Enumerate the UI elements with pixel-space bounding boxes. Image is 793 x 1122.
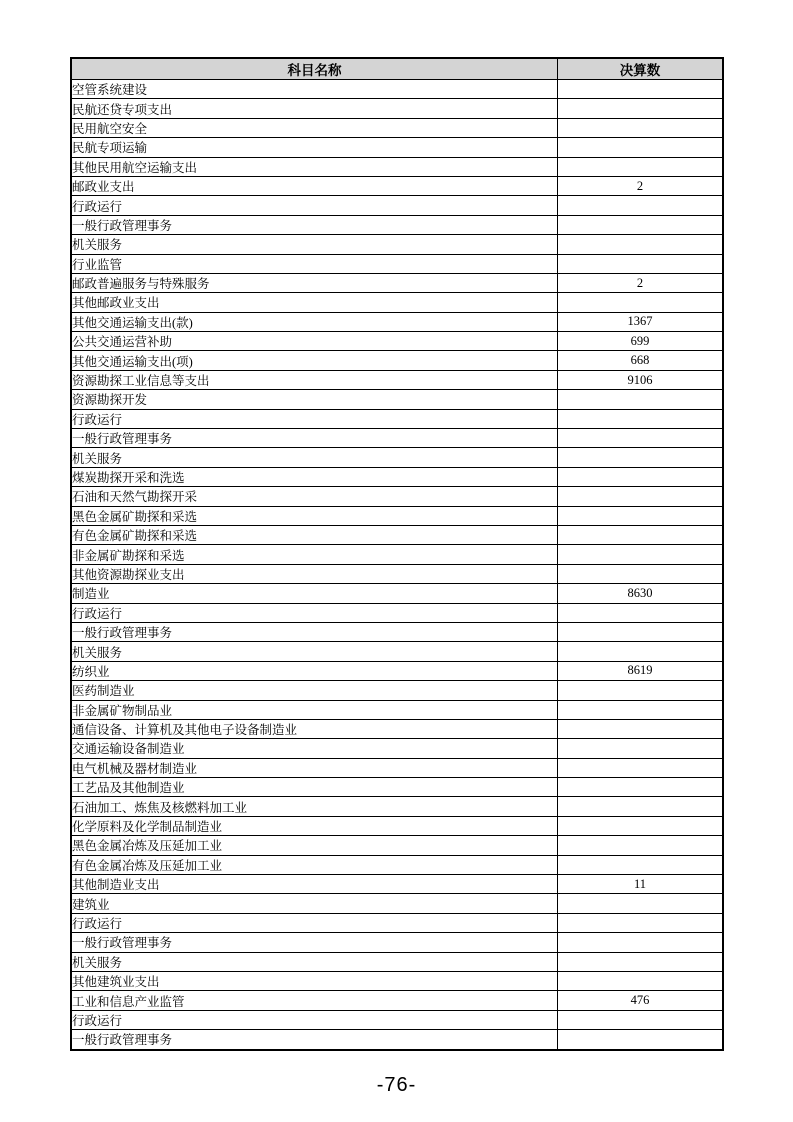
table-row bbox=[71, 293, 723, 312]
table-row bbox=[71, 991, 723, 1010]
final-amount-cell bbox=[558, 603, 724, 622]
final-amount-cell bbox=[558, 118, 724, 137]
page-number: -76- bbox=[376, 1074, 417, 1096]
final-amount-cell: 668 bbox=[558, 351, 724, 370]
table-row bbox=[71, 952, 723, 971]
table-row bbox=[71, 797, 723, 816]
table-row bbox=[71, 700, 723, 719]
table-row bbox=[71, 894, 723, 913]
subject-name-cell: 其他交通运输支出(款) bbox=[71, 312, 558, 331]
final-amount-cell bbox=[558, 681, 724, 700]
subject-name-cell: 煤炭勘探开采和洗选 bbox=[71, 467, 558, 486]
final-amount-cell bbox=[558, 564, 724, 583]
final-amount-cell bbox=[558, 157, 724, 176]
final-amount-cell bbox=[558, 429, 724, 448]
final-amount-cell bbox=[558, 467, 724, 486]
subject-name-cell: 工艺品及其他制造业 bbox=[71, 778, 558, 797]
table-row bbox=[71, 816, 723, 835]
table-row bbox=[71, 933, 723, 952]
table-row bbox=[71, 661, 723, 680]
table-body bbox=[71, 80, 723, 1050]
final-amount-cell bbox=[558, 913, 724, 932]
subject-name-cell: 化学原料及化学制品制造业 bbox=[71, 816, 558, 835]
final-amount-cell bbox=[558, 215, 724, 234]
subject-name-cell: 民航专项运输 bbox=[71, 138, 558, 157]
table-row bbox=[71, 157, 723, 176]
subject-name-cell: 机关服务 bbox=[71, 952, 558, 971]
final-amount-cell: 2 bbox=[558, 273, 724, 292]
subject-name-cell: 交通运输设备制造业 bbox=[71, 739, 558, 758]
subject-name-cell: 其他交通运输支出(项) bbox=[71, 351, 558, 370]
final-amount-cell bbox=[558, 836, 724, 855]
final-amount-cell: 476 bbox=[558, 991, 724, 1010]
table-row bbox=[71, 719, 723, 738]
table-row bbox=[71, 196, 723, 215]
final-amount-cell bbox=[558, 952, 724, 971]
final-amount-cell: 8630 bbox=[558, 584, 724, 603]
table-row bbox=[71, 622, 723, 641]
subject-name-cell: 一般行政管理事务 bbox=[71, 1030, 558, 1050]
final-amount-cell bbox=[558, 933, 724, 952]
final-amount-cell bbox=[558, 1010, 724, 1029]
table-row bbox=[71, 409, 723, 428]
table-row bbox=[71, 545, 723, 564]
table-row bbox=[71, 312, 723, 331]
subject-name-cell: 建筑业 bbox=[71, 894, 558, 913]
table-row bbox=[71, 99, 723, 118]
subject-name-cell: 空管系统建设 bbox=[71, 80, 558, 99]
final-amount-cell bbox=[558, 99, 724, 118]
table-row bbox=[71, 467, 723, 486]
table-row bbox=[71, 778, 723, 797]
final-amount-cell bbox=[558, 642, 724, 661]
table-row bbox=[71, 448, 723, 467]
subject-name-cell: 制造业 bbox=[71, 584, 558, 603]
subject-name-cell: 一般行政管理事务 bbox=[71, 622, 558, 641]
table-row bbox=[71, 487, 723, 506]
subject-name-cell: 机关服务 bbox=[71, 448, 558, 467]
table-row bbox=[71, 1030, 723, 1050]
final-amount-cell bbox=[558, 894, 724, 913]
final-amount-cell bbox=[558, 390, 724, 409]
table-row bbox=[71, 971, 723, 990]
table-row bbox=[71, 739, 723, 758]
subject-name-cell: 电气机械及器材制造业 bbox=[71, 758, 558, 777]
subject-name-cell: 石油和天然气勘探开采 bbox=[71, 487, 558, 506]
subject-name-cell: 非金属矿勘探和采选 bbox=[71, 545, 558, 564]
table-row bbox=[71, 370, 723, 389]
final-amount-cell bbox=[558, 797, 724, 816]
subject-name-cell: 行业监管 bbox=[71, 254, 558, 273]
table-row bbox=[71, 429, 723, 448]
table-row bbox=[71, 351, 723, 370]
final-amount-cell bbox=[558, 739, 724, 758]
table-row bbox=[71, 254, 723, 273]
budget-table bbox=[70, 57, 724, 1051]
table-row bbox=[71, 506, 723, 525]
subject-name-cell: 行政运行 bbox=[71, 1010, 558, 1029]
table-row bbox=[71, 176, 723, 195]
final-amount-cell: 11 bbox=[558, 875, 724, 894]
final-amount-cell bbox=[558, 855, 724, 874]
subject-name-cell: 一般行政管理事务 bbox=[71, 215, 558, 234]
table-row bbox=[71, 875, 723, 894]
table-row bbox=[71, 681, 723, 700]
table-row bbox=[71, 235, 723, 254]
table-row bbox=[71, 642, 723, 661]
table-head bbox=[71, 58, 723, 80]
final-amount-cell bbox=[558, 545, 724, 564]
subject-name-cell: 行政运行 bbox=[71, 196, 558, 215]
final-amount-cell bbox=[558, 293, 724, 312]
final-amount-cell bbox=[558, 816, 724, 835]
subject-name-cell: 资源勘探开发 bbox=[71, 390, 558, 409]
final-amount-cell bbox=[558, 971, 724, 990]
table-row bbox=[71, 332, 723, 351]
subject-name-cell: 民用航空安全 bbox=[71, 118, 558, 137]
table-row bbox=[71, 215, 723, 234]
table-row bbox=[71, 1010, 723, 1029]
table-row bbox=[71, 913, 723, 932]
final-amount-cell bbox=[558, 254, 724, 273]
subject-name-cell: 邮政业支出 bbox=[71, 176, 558, 195]
table-row bbox=[71, 118, 723, 137]
table-row bbox=[71, 855, 723, 874]
final-amount-cell bbox=[558, 778, 724, 797]
subject-name-cell: 机关服务 bbox=[71, 235, 558, 254]
subject-name-cell: 行政运行 bbox=[71, 409, 558, 428]
final-amount-cell bbox=[558, 138, 724, 157]
table-row bbox=[71, 273, 723, 292]
subject-name-cell: 其他建筑业支出 bbox=[71, 971, 558, 990]
subject-name-cell: 工业和信息产业监管 bbox=[71, 991, 558, 1010]
column-header-final-amount: 决算数 bbox=[558, 58, 724, 80]
final-amount-cell bbox=[558, 525, 724, 544]
final-amount-cell: 2 bbox=[558, 176, 724, 195]
subject-name-cell: 邮政普遍服务与特殊服务 bbox=[71, 273, 558, 292]
final-amount-cell bbox=[558, 719, 724, 738]
final-amount-cell bbox=[558, 80, 724, 99]
subject-name-cell: 黑色金属矿勘探和采选 bbox=[71, 506, 558, 525]
final-amount-cell bbox=[558, 700, 724, 719]
subject-name-cell: 其他邮政业支出 bbox=[71, 293, 558, 312]
final-amount-cell bbox=[558, 1030, 724, 1050]
subject-name-cell: 医药制造业 bbox=[71, 681, 558, 700]
final-amount-cell bbox=[558, 448, 724, 467]
subject-name-cell: 资源勘探工业信息等支出 bbox=[71, 370, 558, 389]
subject-name-cell: 民航还贷专项支出 bbox=[71, 99, 558, 118]
subject-name-cell: 非金属矿物制品业 bbox=[71, 700, 558, 719]
subject-name-cell: 纺织业 bbox=[71, 661, 558, 680]
final-amount-cell bbox=[558, 487, 724, 506]
final-amount-cell bbox=[558, 506, 724, 525]
table-row bbox=[71, 836, 723, 855]
final-amount-cell: 1367 bbox=[558, 312, 724, 331]
table-row bbox=[71, 603, 723, 622]
final-amount-cell: 699 bbox=[558, 332, 724, 351]
subject-name-cell: 其他资源勘探业支出 bbox=[71, 564, 558, 583]
subject-name-cell: 公共交通运营补助 bbox=[71, 332, 558, 351]
subject-name-cell: 行政运行 bbox=[71, 913, 558, 932]
subject-name-cell: 黑色金属冶炼及压延加工业 bbox=[71, 836, 558, 855]
column-header-subject-name: 科目名称 bbox=[71, 58, 558, 80]
subject-name-cell: 其他制造业支出 bbox=[71, 875, 558, 894]
subject-name-cell: 一般行政管理事务 bbox=[71, 933, 558, 952]
subject-name-cell: 通信设备、计算机及其他电子设备制造业 bbox=[71, 719, 558, 738]
subject-name-cell: 行政运行 bbox=[71, 603, 558, 622]
table-row bbox=[71, 138, 723, 157]
table-row bbox=[71, 564, 723, 583]
subject-name-cell: 其他民用航空运输支出 bbox=[71, 157, 558, 176]
final-amount-cell bbox=[558, 622, 724, 641]
final-amount-cell bbox=[558, 409, 724, 428]
table-row bbox=[71, 758, 723, 777]
subject-name-cell: 机关服务 bbox=[71, 642, 558, 661]
table-row bbox=[71, 80, 723, 99]
table-header-row bbox=[71, 58, 723, 80]
final-amount-cell: 8619 bbox=[558, 661, 724, 680]
subject-name-cell: 有色金属矿勘探和采选 bbox=[71, 525, 558, 544]
final-amount-cell: 9106 bbox=[558, 370, 724, 389]
final-amount-cell bbox=[558, 235, 724, 254]
subject-name-cell: 石油加工、炼焦及核燃料加工业 bbox=[71, 797, 558, 816]
final-amount-cell bbox=[558, 196, 724, 215]
subject-name-cell: 一般行政管理事务 bbox=[71, 429, 558, 448]
table-row bbox=[71, 525, 723, 544]
subject-name-cell: 有色金属冶炼及压延加工业 bbox=[71, 855, 558, 874]
final-amount-cell bbox=[558, 758, 724, 777]
table-row bbox=[71, 584, 723, 603]
table-row bbox=[71, 390, 723, 409]
